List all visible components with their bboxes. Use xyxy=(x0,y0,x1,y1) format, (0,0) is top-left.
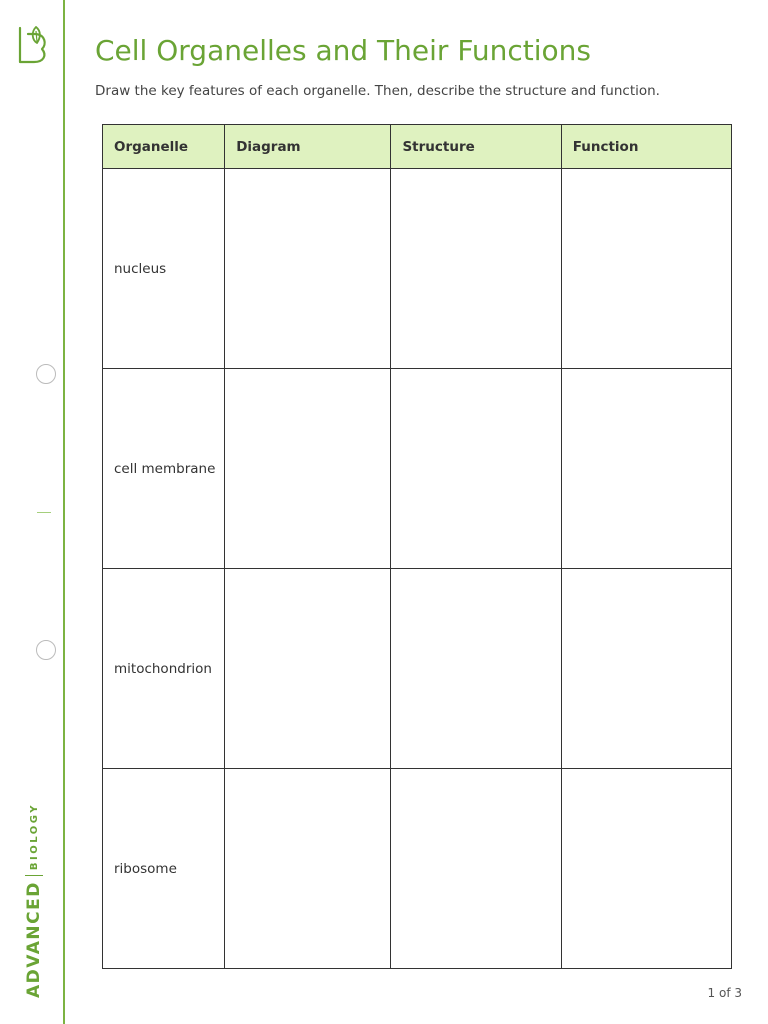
table-row xyxy=(103,569,732,769)
diagram-cell[interactable] xyxy=(225,169,391,369)
function-cell[interactable] xyxy=(561,569,731,769)
structure-cell[interactable] xyxy=(391,769,561,969)
organelle-cell xyxy=(103,769,225,969)
diagram-cell[interactable] xyxy=(225,769,391,969)
structure-cell[interactable] xyxy=(391,169,561,369)
diagram-cell[interactable] xyxy=(225,569,391,769)
punch-hole-top xyxy=(36,364,56,384)
function-cell[interactable] xyxy=(561,369,731,569)
table-row xyxy=(103,369,732,569)
brand-separator xyxy=(25,875,43,876)
organelle-name-cell-membrane: cell membrane xyxy=(114,460,216,477)
leaf-b-logo-icon xyxy=(14,22,50,66)
function-cell[interactable] xyxy=(561,169,731,369)
column-header-function: Function xyxy=(561,125,731,169)
brand-wordmark xyxy=(22,803,46,998)
function-cell[interactable] xyxy=(561,769,731,969)
diagram-cell[interactable] xyxy=(225,369,391,569)
organelle-name-ribosome: ribosome xyxy=(114,860,177,877)
table-row xyxy=(103,769,732,969)
organelle-cell xyxy=(103,569,225,769)
organelle-name-mitochondrion: mitochondrion xyxy=(114,660,212,677)
fold-mark xyxy=(37,512,51,513)
brand-subject: BIOLOGY xyxy=(28,803,40,871)
organelle-cell xyxy=(103,169,225,369)
column-header-structure: Structure xyxy=(391,125,561,169)
column-header-organelle: Organelle xyxy=(103,125,225,169)
brand-name: ADVANCED xyxy=(24,881,44,998)
organelle-table xyxy=(102,124,732,969)
structure-cell[interactable] xyxy=(391,569,561,769)
organelle-cell xyxy=(103,369,225,569)
structure-cell[interactable] xyxy=(391,369,561,569)
margin-line xyxy=(63,0,65,1024)
organelle-name-nucleus: nucleus xyxy=(114,260,167,277)
punch-hole-bottom xyxy=(36,640,56,660)
column-header-diagram: Diagram xyxy=(225,125,391,169)
instructions-text: Draw the key features of each organelle. Then, describe the structure and function. xyxy=(95,83,660,99)
page-indicator: 1 of 3 xyxy=(707,986,742,1000)
table-row xyxy=(103,169,732,369)
page-title: Cell Organelles and Their Functions xyxy=(95,34,592,67)
table-header-row xyxy=(103,125,732,169)
